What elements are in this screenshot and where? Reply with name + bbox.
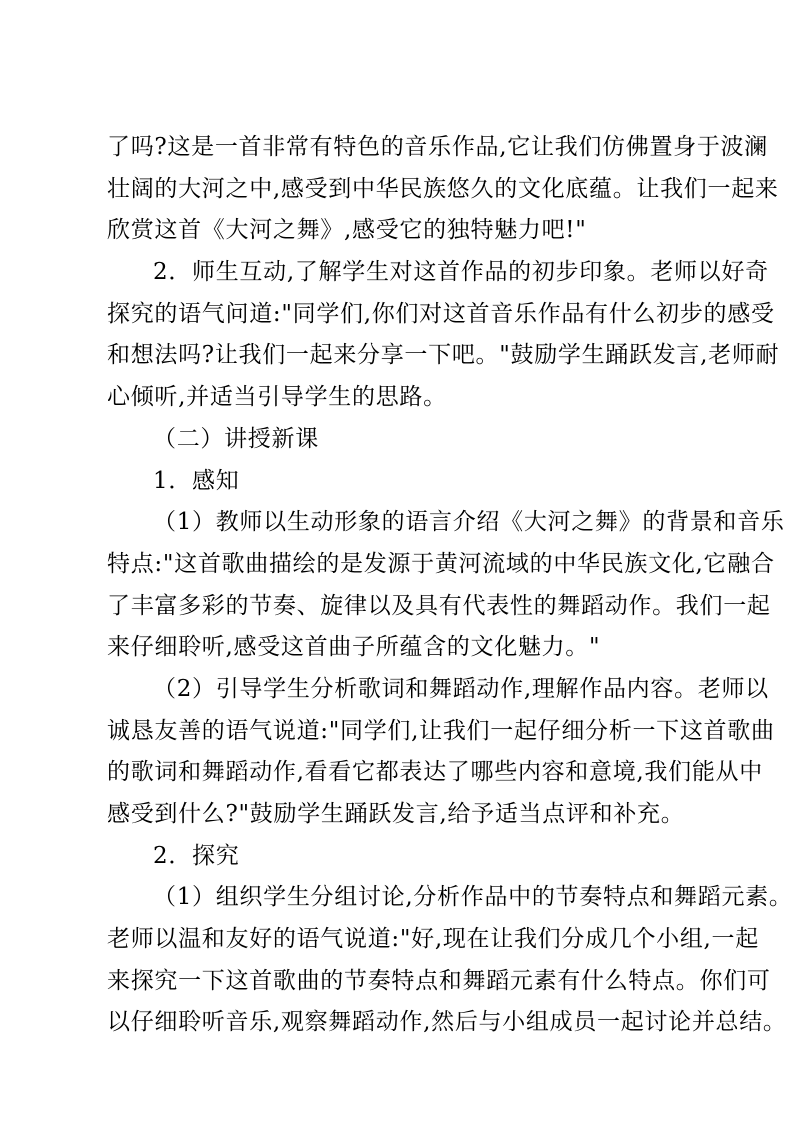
text-line: 壮阔的大河之中,感受到中华民族悠久的文化底蕴。让我们一起来 xyxy=(107,175,779,202)
text-line: 感受到什么?"鼓励学生踊跃发言,给予适当点评和补充。 xyxy=(107,801,685,827)
section-heading-new-lesson: （二）讲授新课 xyxy=(153,425,319,452)
text-line: 来探究一下这首歌曲的节奏特点和舞蹈元素有什么特点。你们可 xyxy=(107,967,771,994)
text-line: 了丰富多彩的节奏、旋律以及具有代表性的舞蹈动作。我们一起 xyxy=(107,592,771,619)
text-line: 老师以温和友好的语气说道:"好,现在让我们分成几个小组,一起 xyxy=(107,926,759,953)
text-line: 和想法吗?让我们一起来分享一下吧。"鼓励学生踊跃发言,老师耐 xyxy=(107,342,780,369)
text-line: 以仔细聆听音乐,观察舞蹈动作,然后与小组成员一起讨论并总结。 xyxy=(107,1009,787,1036)
text-line: 了吗?这是一首非常有特色的音乐作品,它让我们仿佛置身于波澜 xyxy=(107,134,768,160)
text-line: （1）组织学生分组讨论,分析作品中的节奏特点和舞蹈元素。 xyxy=(153,884,793,911)
text-line: （2）引导学生分析歌词和舞蹈动作,理解作品内容。老师以 xyxy=(153,675,769,702)
subsection-heading-perception: 1．感知 xyxy=(153,467,240,494)
text-line: 来仔细聆听,感受这首曲子所蕴含的文化魅力。" xyxy=(107,634,601,661)
text-line: 2．师生互动,了解学生对这首作品的初步印象。老师以好奇 xyxy=(153,259,769,286)
subsection-heading-exploration: 2．探究 xyxy=(153,842,240,869)
text-line: （1）教师以生动形象的语言介绍《大河之舞》的背景和音乐 xyxy=(153,509,785,536)
text-line: 欣赏这首《大河之舞》,感受它的独特魅力吧!" xyxy=(107,217,587,244)
text-line: 探究的语气问道:"同学们,你们对这首音乐作品有什么初步的感受 xyxy=(107,300,775,327)
paragraph-lyrics-analysis xyxy=(107,672,775,832)
text-line: 的歌词和舞蹈动作,看看它都表达了哪些内容和意境,我们能从中 xyxy=(107,759,763,786)
paragraph-background-intro xyxy=(107,505,785,665)
text-line: 特点:"这首歌曲描绘的是发源于黄河流域的中华民族文化,它融合 xyxy=(107,550,775,577)
document-page xyxy=(107,130,793,1041)
paragraph-teacher-student-interaction xyxy=(107,255,780,415)
text-line: 心倾听,并适当引导学生的思路。 xyxy=(107,384,447,411)
text-line: 诚恳友善的语气说道:"同学们,让我们一起仔细分析一下这首歌曲 xyxy=(107,717,775,744)
paragraph-intro-continued xyxy=(107,130,779,249)
paragraph-group-discussion xyxy=(107,880,793,1040)
